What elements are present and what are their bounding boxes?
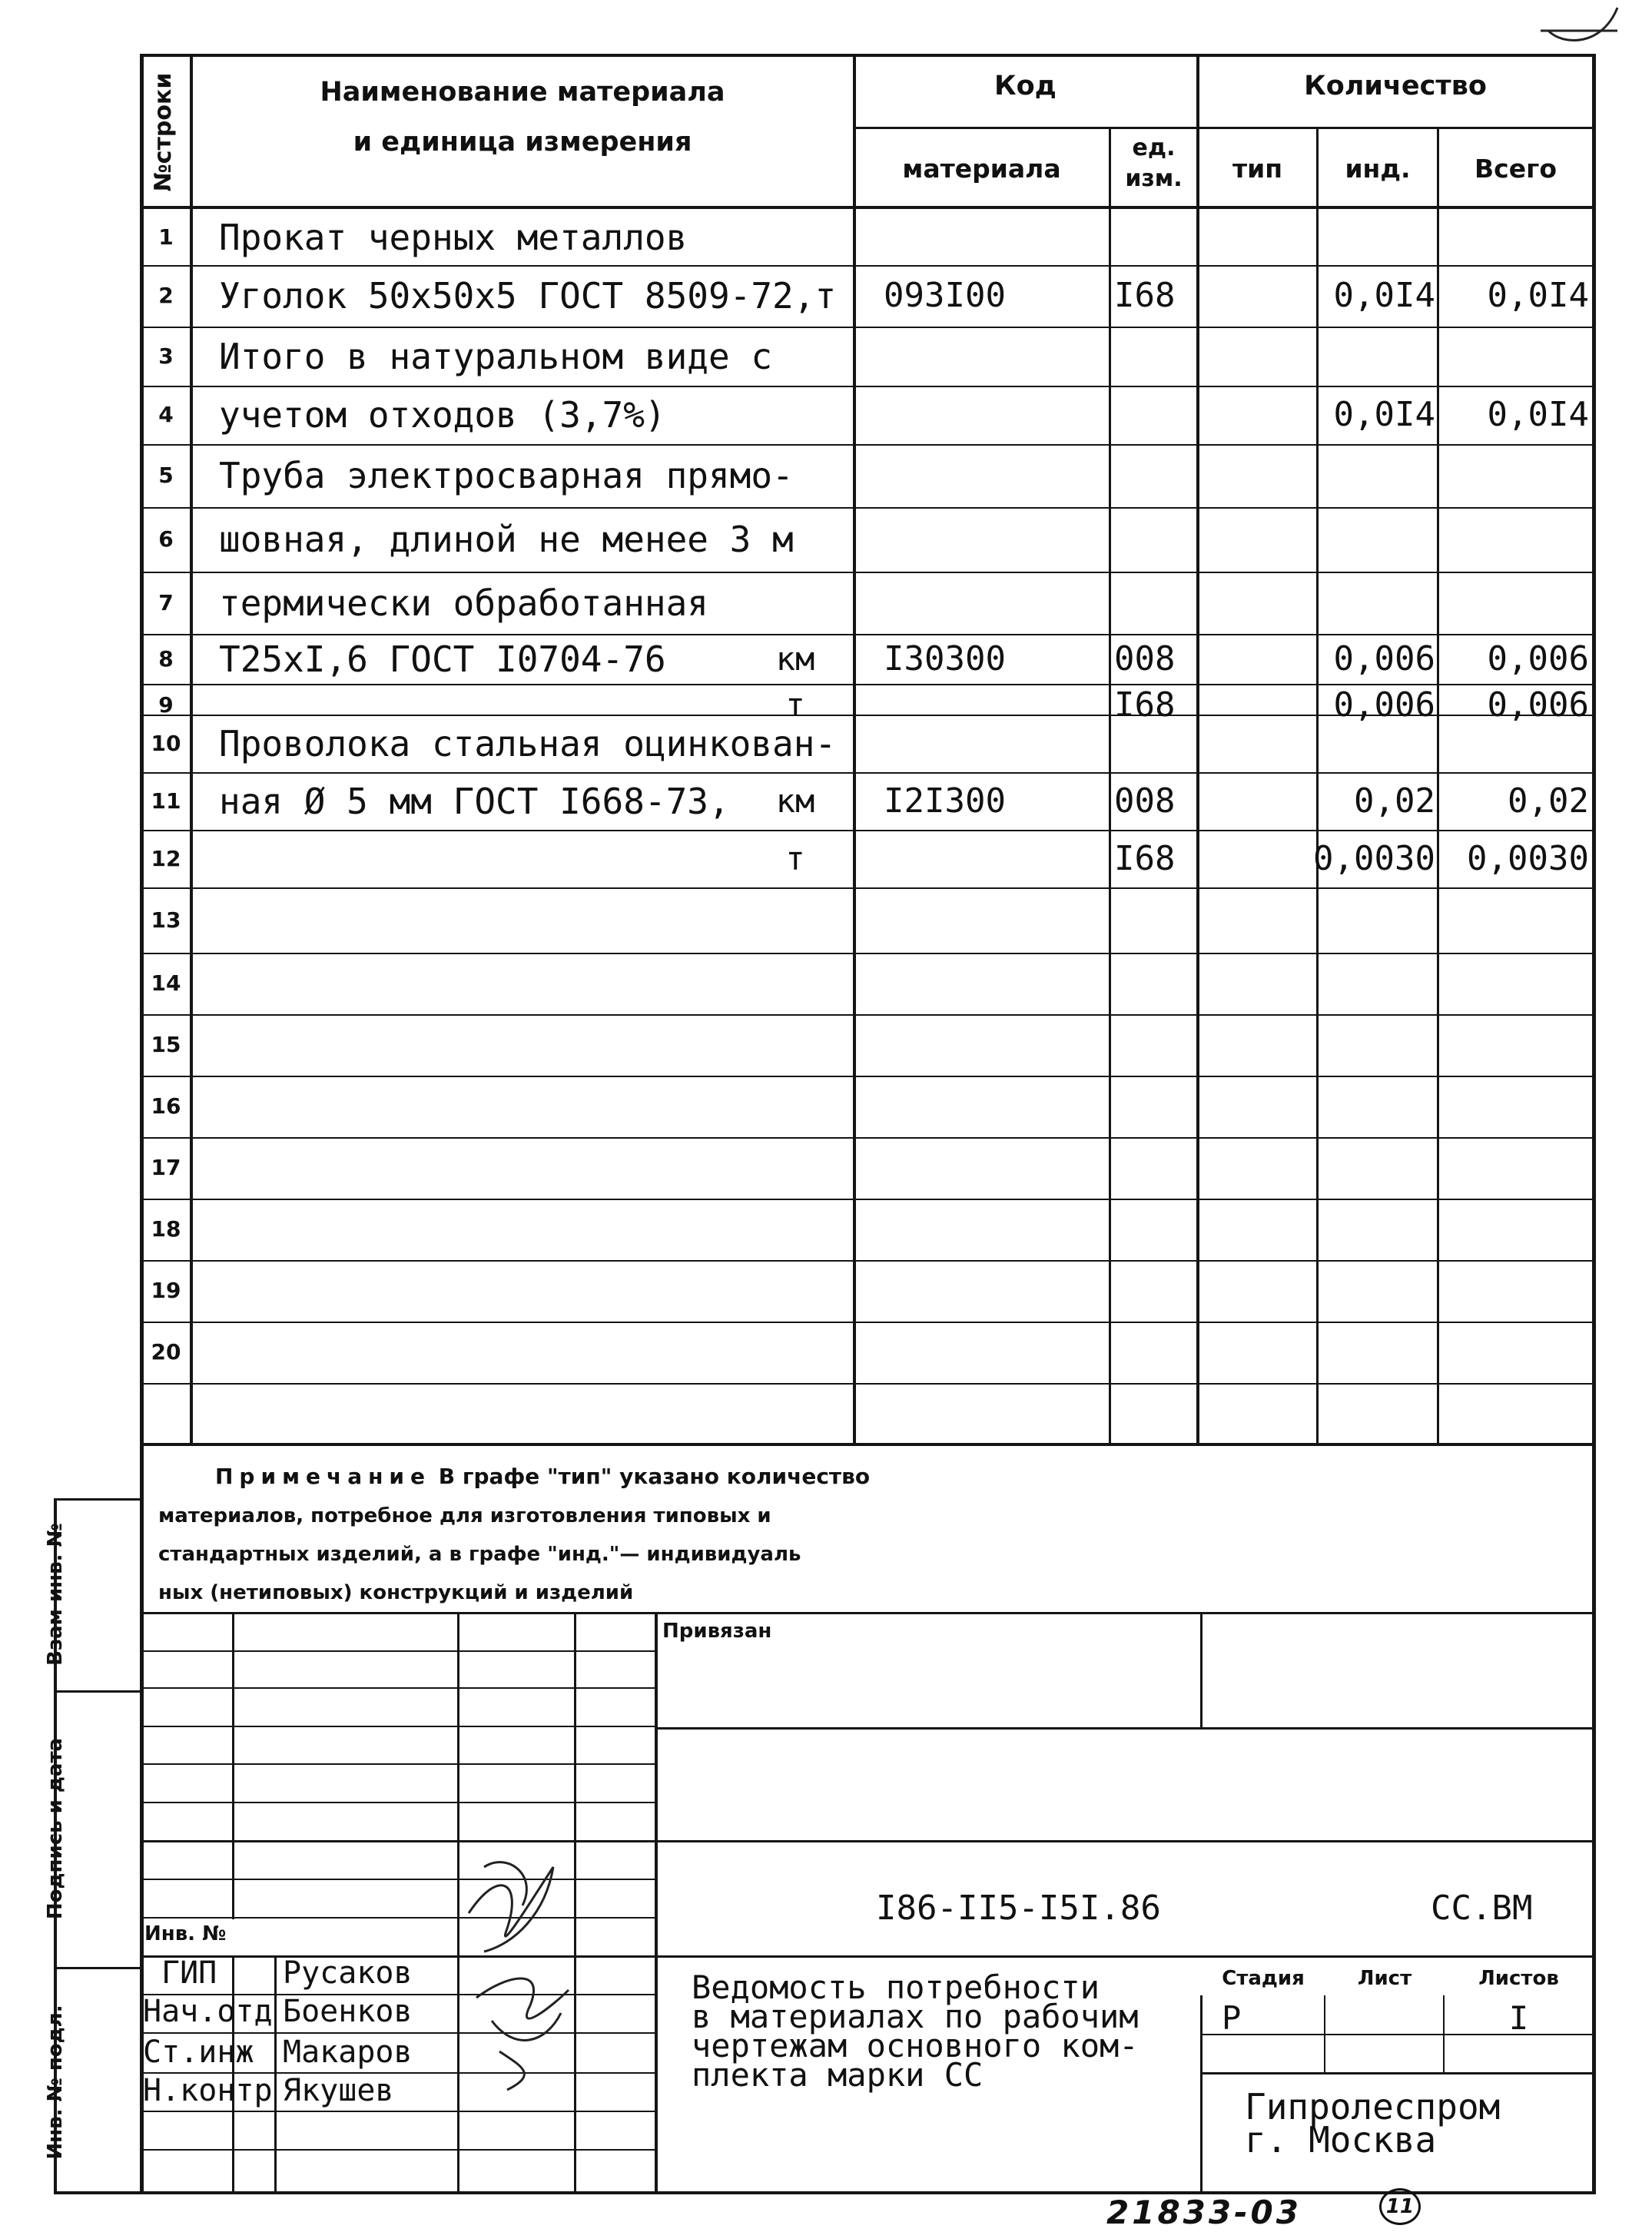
row-separator — [140, 1137, 1596, 1139]
kolichestvo-header: Количество — [1304, 71, 1487, 101]
row-separator — [140, 830, 1596, 831]
material-name: Итого в натуральном виде с — [219, 335, 773, 377]
row-separator — [140, 444, 1596, 446]
row-separator — [140, 1014, 1596, 1016]
material-name: Т25хI,6 ГОСТ I0704-76 — [219, 638, 666, 680]
qty-ind: 0,0I4 — [1333, 276, 1435, 315]
row-number: 1 — [158, 224, 174, 250]
row-separator — [140, 634, 1596, 635]
unit-code: 008 — [1114, 781, 1176, 821]
ind-header: инд. — [1345, 154, 1411, 184]
person-name-2: Боенков — [283, 1994, 413, 2029]
row-number-header: №строки — [150, 72, 177, 192]
row-number: 2 — [158, 283, 174, 308]
row-separator — [140, 887, 1596, 889]
doc-title-line-1: Ведомость потребности — [692, 1968, 1100, 2006]
material-code: I2I300 — [884, 781, 1006, 821]
material-name: Проволока стальная оцинкован- — [219, 722, 837, 764]
inv-podl-label: Инв. № подл. — [44, 2005, 67, 2160]
unit-code: I68 — [1114, 276, 1176, 315]
person-name-3: Макаров — [283, 2035, 413, 2070]
listov-label: Листов — [1478, 1967, 1559, 1990]
podpis-data-label: Подпись и дата — [44, 1737, 67, 1920]
row-number: 4 — [158, 402, 174, 427]
material-name: учетом отходов (3,7%) — [219, 394, 666, 436]
material-name: Уголок 50х50х5 ГОСТ 8509-72,т — [219, 275, 837, 317]
vzam-inv-label: Взам инв. № — [44, 1523, 67, 1666]
unit-label: т — [785, 686, 805, 724]
material-name: Прокат черных металлов — [219, 216, 688, 258]
row-number: 10 — [151, 730, 181, 756]
note-line1-text: В графе "тип" указано количество — [438, 1464, 871, 1489]
row-separator — [140, 772, 1596, 774]
row-number: 18 — [151, 1216, 181, 1242]
person-role-2: Нач.отд — [143, 1994, 273, 2029]
material-name: термически обработанная — [219, 582, 708, 624]
note-line-4: ных (нетиповых) конструкций и изделий — [158, 1581, 634, 1604]
row-number: 7 — [158, 589, 174, 615]
row-number: 20 — [151, 1339, 181, 1365]
row-number: 11 — [151, 788, 181, 814]
row-separator — [140, 572, 1596, 573]
unit-label: т — [785, 839, 805, 877]
doc-title-line-4: плекта марки СС — [692, 2056, 984, 2094]
qty-total: 0,0I4 — [1487, 395, 1589, 434]
material-name: Труба электросварная прямо- — [219, 455, 794, 496]
material-code: I30300 — [884, 638, 1006, 678]
row-separator — [140, 1383, 1596, 1385]
note-prefix: Примечание — [215, 1464, 432, 1489]
unit-code-header-2: изм. — [1125, 165, 1183, 192]
material-name: шовная, длиной не менее 3 м — [219, 519, 794, 560]
qty-ind: 0,02 — [1354, 781, 1435, 821]
page-number-circle — [1379, 2188, 1421, 2225]
row-number: 19 — [151, 1278, 181, 1303]
row-number: 8 — [158, 645, 174, 672]
person-role-3: Ст.инж — [143, 2035, 254, 2070]
row-number: 9 — [158, 692, 174, 718]
stadia-value: Р — [1222, 1999, 1242, 2037]
qty-total: 0,006 — [1487, 638, 1589, 678]
row-separator — [140, 265, 1596, 267]
person-role-4: Н.контр — [143, 2073, 273, 2108]
kod-header: Код — [994, 71, 1057, 101]
material-code: 093I00 — [884, 276, 1006, 315]
signature-scribble — [453, 1821, 576, 2098]
row-number: 16 — [151, 1093, 181, 1119]
unit-label: км — [775, 781, 815, 820]
qty-ind: 0,0I4 — [1333, 395, 1435, 434]
qty-total: 0,006 — [1487, 685, 1589, 725]
inv-number-label: Инв. № — [144, 1922, 227, 1945]
page-number: 11 — [1385, 2195, 1415, 2218]
note-line-3: стандартных изделий, а в графе "инд."— индивидуаль — [158, 1543, 801, 1566]
name-header-line1: Наименование материала — [320, 77, 725, 108]
row-separator — [140, 507, 1596, 509]
vsego-header: Всего — [1474, 154, 1557, 184]
unit-code: I68 — [1114, 685, 1176, 725]
row-number: 5 — [158, 463, 174, 488]
qty-ind: 0,006 — [1333, 685, 1435, 725]
row-number: 3 — [158, 343, 174, 369]
row-separator — [140, 1322, 1596, 1323]
unit-code-header-1: ед. — [1132, 134, 1176, 161]
row-separator — [140, 1076, 1596, 1077]
org-line-2: г. Москва — [1245, 2119, 1437, 2161]
doc-title-line-2: в материалах по рабочим — [692, 1998, 1139, 2035]
row-number: 6 — [158, 526, 174, 552]
row-number: 13 — [151, 907, 181, 933]
org-line-1: Гипролеспром — [1245, 2086, 1501, 2128]
archive-number: 21833-03 — [1106, 2194, 1302, 2231]
qty-ind: 0,006 — [1333, 638, 1435, 678]
material-code-header: материала — [902, 154, 1061, 184]
unit-code: 008 — [1114, 638, 1176, 678]
unit-code: I68 — [1114, 838, 1176, 878]
doc-mark: СС.ВМ — [1431, 1889, 1533, 1928]
unit-label: км — [775, 639, 815, 678]
row-number: 14 — [151, 970, 181, 996]
person-role-1: ГИП — [161, 1955, 217, 1991]
doc-number: I86-II5-I5I.86 — [876, 1889, 1161, 1928]
note-line-1 — [215, 1464, 870, 1489]
row-number: 17 — [151, 1155, 181, 1180]
row-separator — [140, 1260, 1596, 1262]
row-separator — [140, 1199, 1596, 1200]
note-line-2: материалов, потребное для изготовления типовых и — [158, 1504, 771, 1527]
person-name-1: Русаков — [283, 1955, 413, 1991]
person-name-4: Якушев — [283, 2073, 394, 2108]
row-separator — [140, 386, 1596, 387]
doc-title-line-3: чертежам основного ком- — [692, 2027, 1139, 2065]
material-name: ная Ø 5 мм ГОСТ I668-73, — [219, 780, 730, 822]
name-header-line2: и единица измерения — [353, 127, 692, 158]
qty-ind: 0,0030 — [1313, 838, 1435, 878]
row-separator — [140, 953, 1596, 954]
qty-total: 0,0030 — [1467, 838, 1589, 878]
stadia-label: Стадия — [1222, 1967, 1305, 1990]
row-separator — [140, 327, 1596, 328]
corner-arc — [1533, 0, 1625, 54]
privyazan-label: Привязан — [662, 1620, 772, 1643]
row-number: 15 — [151, 1032, 181, 1057]
list-label: Лист — [1357, 1967, 1412, 1990]
listov-value: I — [1508, 1999, 1529, 2037]
tip-header: тип — [1232, 154, 1283, 184]
qty-total: 0,02 — [1508, 781, 1589, 821]
qty-total: 0,0I4 — [1487, 276, 1589, 315]
row-number: 12 — [151, 845, 181, 871]
